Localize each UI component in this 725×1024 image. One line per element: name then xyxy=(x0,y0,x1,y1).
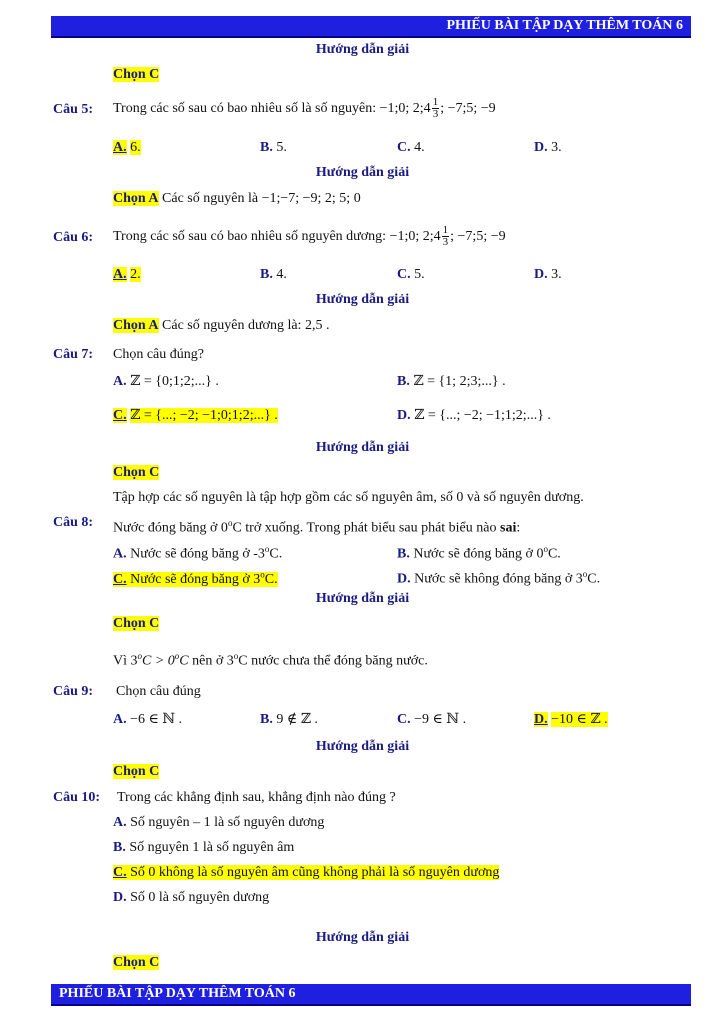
option-b[interactable]: B. Nước sẽ đóng băng ở 0$^o$C. xyxy=(397,544,561,562)
option-b[interactable]: B. 9 ∉ ℤ . xyxy=(260,712,318,727)
answer-choice: Chọn C xyxy=(113,955,160,970)
question-number: Câu 8: xyxy=(53,515,94,530)
option-c[interactable]: C. 4. xyxy=(397,140,425,155)
option-a[interactable]: A. Số nguyên – 1 là số nguyên dương xyxy=(113,815,325,830)
footer-bar xyxy=(51,984,691,1004)
answer-choice: Chọn C xyxy=(113,764,160,779)
option-b[interactable]: B. 4. xyxy=(260,267,287,282)
option-a[interactable]: A. −6 ∈ ℕ . xyxy=(113,712,183,727)
guide-heading: Hướng dẫn giải xyxy=(315,292,410,307)
option-d[interactable]: D. Nước sẽ không đóng băng ở 3$^o$C. xyxy=(397,569,601,587)
guide-heading: Hướng dẫn giải xyxy=(315,930,410,945)
guide-heading: Hướng dẫn giải xyxy=(315,739,410,754)
option-a[interactable]: A. ℤ = {0;1;2;...} . xyxy=(113,374,219,389)
guide-heading: Hướng dẫn giải xyxy=(315,42,410,57)
option-d[interactable]: D. ℤ = {...; −2; −1;1;2;...} . xyxy=(397,408,551,423)
header-title: PHIẾU BÀI TẬP DẠY THÊM TOÁN 6 xyxy=(446,18,683,33)
question-text: Trong các số sau có bao nhiêu số nguyên dương: −1;0; 2;4 $\frac{1}{3}$ ; −7;5; −9 xyxy=(113,224,506,249)
answer-explanation: Vì $3^oC > 0^oC$ nên ở 3$^o$C nước chưa thể đóng băng nước. xyxy=(113,651,428,669)
question-text: Chọn câu đúng? xyxy=(113,347,204,362)
guide-heading: Hướng dẫn giải xyxy=(315,440,410,455)
answer-choice: Chọn C xyxy=(113,465,160,480)
question-number: Câu 9: xyxy=(53,684,94,699)
fraction: $\frac{1}{3}$ xyxy=(432,96,439,121)
answer-choice: Chọn C xyxy=(113,616,160,631)
option-d[interactable]: D. Số 0 là số nguyên dương xyxy=(113,890,270,905)
answer-choice: Chọn C xyxy=(113,67,160,82)
question-text: Trong các số sau có bao nhiêu số là số nguyên: −1;0; 2;4 $\frac{1}{3}$ ; −7;5; −9 xyxy=(113,96,496,121)
option-b[interactable]: B. 5. xyxy=(260,140,287,155)
option-d[interactable]: D. −10 ∈ ℤ . xyxy=(534,712,608,727)
option-c[interactable]: C. −9 ∈ ℕ . xyxy=(397,712,467,727)
question-number: Câu 6: xyxy=(53,230,94,245)
guide-heading: Hướng dẫn giải xyxy=(315,591,410,606)
option-c[interactable]: C. 5. xyxy=(397,267,425,282)
question-number: Câu 5: xyxy=(53,102,94,117)
option-a[interactable]: A. 2. xyxy=(113,267,141,282)
option-b[interactable]: B. Số nguyên 1 là số nguyên âm xyxy=(113,840,295,855)
fraction: $\frac{1}{3}$ xyxy=(442,224,449,249)
option-a[interactable]: A. Nước sẽ đóng băng ở -3$^o$C. xyxy=(113,544,283,562)
answer-explanation: Chọn A Các số nguyên là −1;−7; −9; 2; 5; 0 xyxy=(113,191,361,206)
footer-title: PHIẾU BÀI TẬP DẠY THÊM TOÁN 6 xyxy=(59,986,296,1001)
guide-heading: Hướng dẫn giải xyxy=(315,165,410,180)
question-text: Nước đóng băng ở 0$^o$C trở xuống. Trong phát biểu sau phát biểu nào sai: xyxy=(113,518,521,536)
option-c[interactable]: C. Số 0 không là số nguyên âm cũng không phải là số nguyên dương xyxy=(113,865,500,880)
option-c[interactable]: C. ℤ = {...; −2; −1;0;1;2;...} . xyxy=(113,408,278,423)
question-text: Trong các khẳng định sau, khẳng định nào đúng ? xyxy=(117,790,396,805)
header-bar xyxy=(51,16,691,36)
answer-explanation: Tập hợp các số nguyên là tập hợp gồm các số nguyên âm, số 0 và số nguyên dương. xyxy=(113,490,584,505)
option-a[interactable]: A. 6. xyxy=(113,140,141,155)
option-b[interactable]: B. ℤ = {1; 2;3;...} . xyxy=(397,374,506,389)
option-c[interactable]: C. Nước sẽ đóng băng ở 3$^o$C. xyxy=(113,569,278,587)
question-text: Chọn câu đúng xyxy=(116,684,201,699)
question-number: Câu 7: xyxy=(53,347,94,362)
question-number: Câu 10: xyxy=(53,790,101,805)
option-d[interactable]: D. 3. xyxy=(534,267,562,282)
option-d[interactable]: D. 3. xyxy=(534,140,562,155)
answer-explanation: Chọn A Các số nguyên dương là: 2,5 . xyxy=(113,318,330,333)
